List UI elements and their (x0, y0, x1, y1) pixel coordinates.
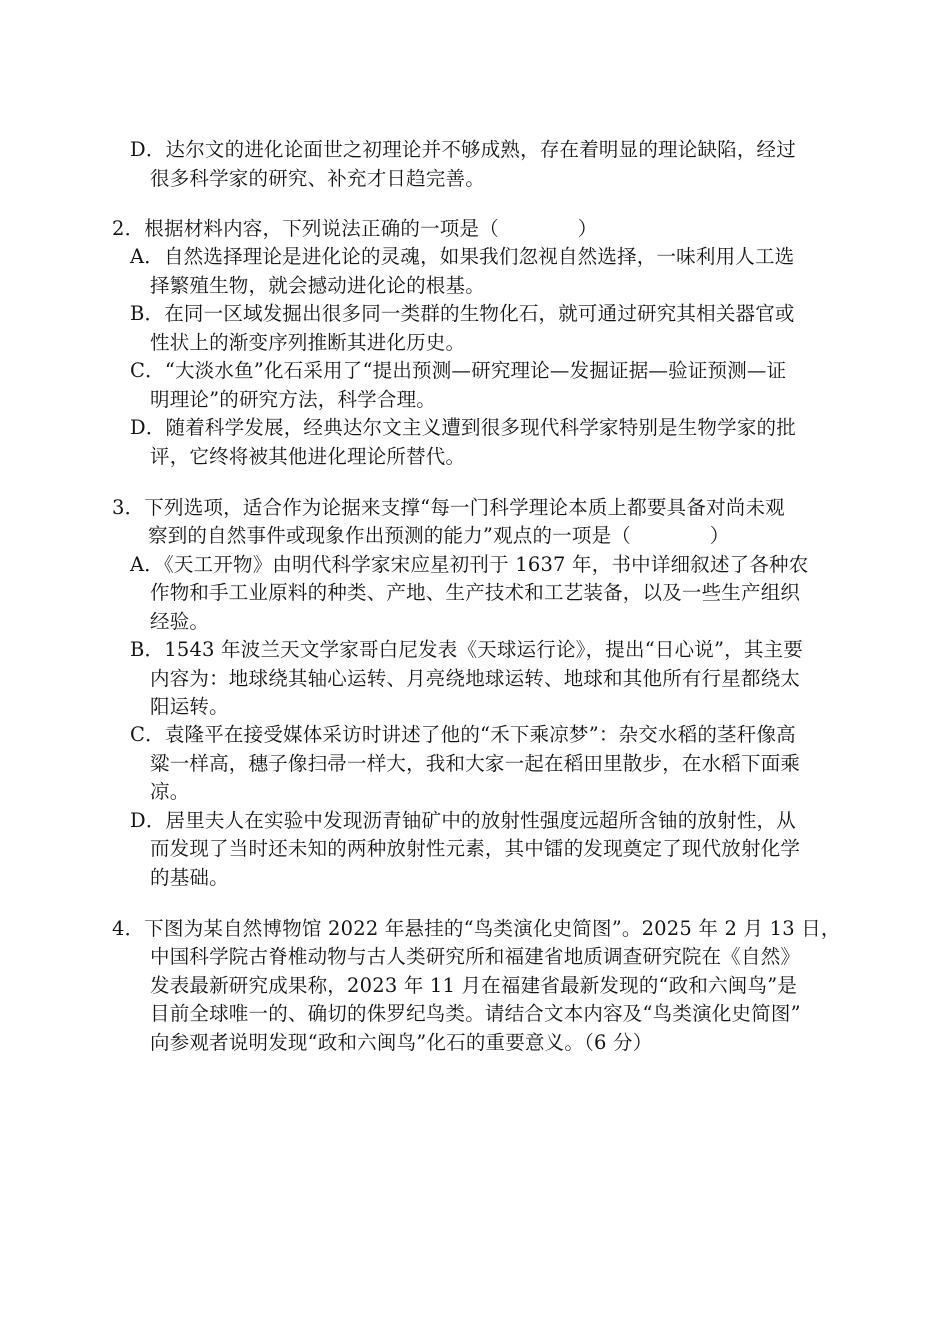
option-d-line-2: 很多科学家的研究、补充才日趋完善。 (150, 167, 485, 190)
question-3-option-d-line-2: 而发现了当时还未知的两种放射性元素，其中镭的发现奠定了现代放射化学 (150, 837, 801, 860)
question-2-option-a-line-2: 择繁殖生物，就会撼动进化论的根基。 (150, 274, 485, 297)
question-2-stem: 2．根据材料内容，下列说法正确的一项是（ ） (112, 217, 598, 240)
question-2-option-d-line-2: 评，它终将被其他进化理论所替代。 (150, 445, 466, 468)
question-3-option-c-line-3: 凉。 (150, 780, 190, 803)
question-3-option-b-line-1: B．1543 年波兰天文学家哥白尼发表《天球运行论》，提出“日心说”，其主要 (130, 638, 803, 661)
question-4-line-2: 中国科学院古脊椎动物与古人类研究所和福建省地质调查研究院在《自然》 (150, 945, 801, 968)
question-2-option-c-line-2: 明理论”的研究方法，科学合理。 (150, 388, 436, 411)
question-4-line-5: 向参观者说明发现“政和六闽鸟”化石的重要意义。（6 分） (150, 1031, 653, 1054)
question-2-option-d-line-1: D．随着科学发展，经典达尔文主义遭到很多现代科学家特别是生物学家的批 (130, 416, 796, 439)
question-3-option-b-line-3: 阳运转。 (150, 695, 229, 718)
question-3-option-d-line-1: D．居里夫人在实验中发现沥青铀矿中的放射性强度远超所含铀的放射性，从 (130, 809, 796, 832)
question-4-line-4: 目前全球唯一的、确切的侏罗纪鸟类。请结合文本内容及“鸟类演化史简图” (150, 1002, 801, 1025)
question-3-option-d-line-3: 的基础。 (150, 866, 229, 889)
question-4-line-3: 发表最新研究成果称，2023 年 11 月在福建省最新发现的“政和六闽鸟”是 (150, 974, 798, 997)
question-3-option-b-line-2: 内容为：地球绕其轴心运转、月亮绕地球运转、地球和其他所有行星都绕太 (150, 667, 801, 690)
question-3-option-c-line-2: 粱一样高，穗子像扫帚一样大，我和大家一起在稻田里散步，在水稻下面乘 (150, 752, 801, 775)
option-d-line-1: D．达尔文的进化论面世之初理论并不够成熟，存在着明显的理论缺陷，经过 (130, 138, 796, 161)
question-2-option-a-line-1: A．自然选择理论是进化论的灵魂，如果我们忽视自然选择，一味利用人工选 (130, 245, 795, 268)
question-3-option-c-line-1: C．袁隆平在接受媒体采访时讲述了他的“禾下乘凉梦”：杂交水稻的茎秆像高 (130, 723, 796, 746)
question-2-option-b-line-2: 性状上的渐变序列推断其进化历史。 (150, 331, 466, 354)
question-3-stem-line-2: 察到的自然事件或现象作出预测的能力”观点的一项是（ ） (148, 524, 730, 547)
question-3-option-a-line-1: A．《天工开物》由明代科学家宋应星初刊于 1637 年，书中详细叙述了各种农 (130, 553, 809, 576)
question-3-stem-line-1: 3．下列选项，适合作为论据来支撑“每一门科学理论本质上都要具备对尚未观 (112, 496, 785, 519)
question-3-option-a-line-2: 作物和手工业原料的种类、产地、生产技术和工艺装备，以及一些生产组织 (150, 581, 801, 604)
question-2-option-b-line-1: B．在同一区域发掘出很多同一类群的生物化石，就可通过研究其相关器官或 (130, 302, 795, 325)
question-2-option-c-line-1: C．“大淡水鱼”化石采用了“提出预测—研究理论—发掘证据—验证预测—证 (130, 359, 787, 382)
question-4-line-1: 4．下图为某自然博物馆 2022 年悬挂的“鸟类演化史简图”。2025 年 2 月 13 日， (112, 917, 841, 940)
question-3-option-a-line-3: 经验。 (150, 610, 210, 633)
